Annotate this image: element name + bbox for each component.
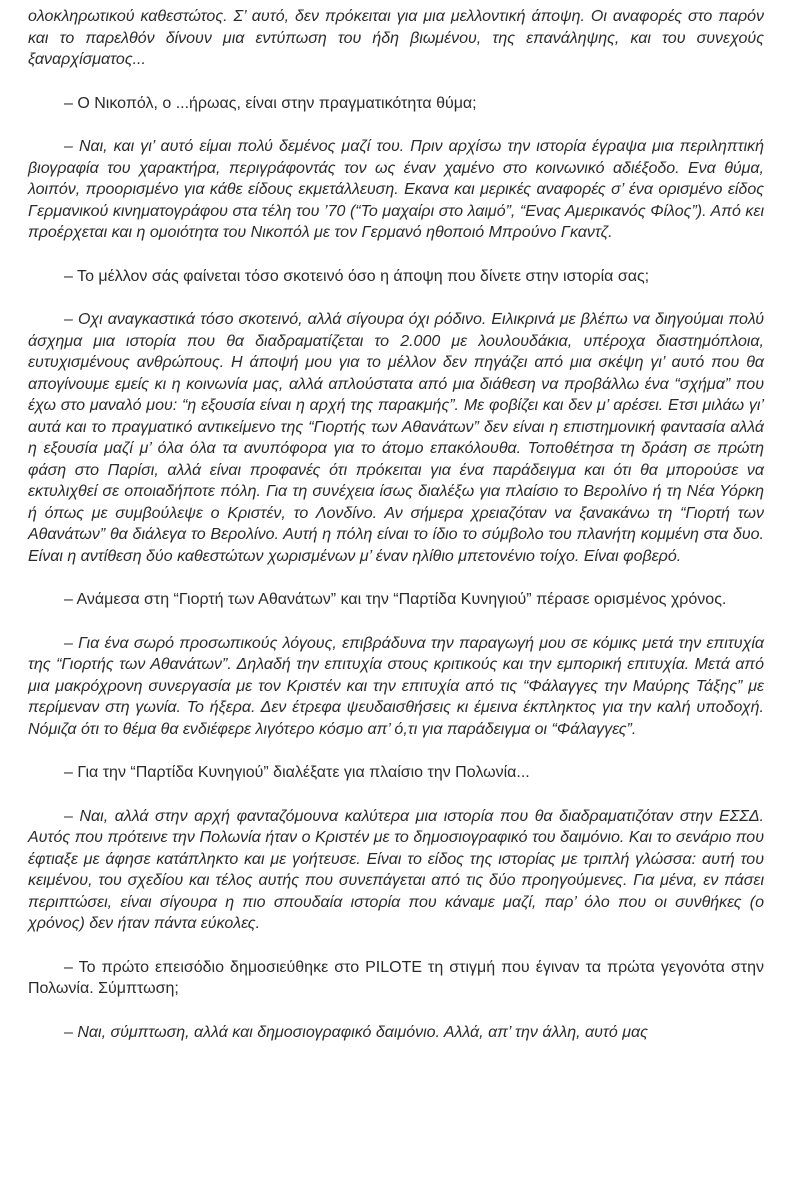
question-paragraph: – Ανάμεσα στη “Γιορτή των Αθανάτων” και την “Παρτίδα Κυνηγιού” πέρασε ορισμένος χρόνος. [64,591,727,608]
answer-paragraph: – Ναι, σύμπτωση, αλλά και δημοσιογραφικό δαιμόνιο. Αλλά, απ’ την άλλη, αυτό μας [64,1023,648,1041]
answer-paragraph: – Για ένα σωρό προσωπικούς λόγους, επιβράδυνα την παραγωγή μου σε κόμικς μετά την επιτυχία της “Γιορτής των Αθανάτων”. Δηλαδή την επιτυχία στους κριτικούς και την εμπορική επιτυχία. Μετά από μια μακρόχρονη συνεργασία με τον Κριστέν και την επιτυχία από τις “Φάλαγγες την Μαύρης Τάξης” με περίμεναν στη γωνία. Το ήξερα. Δεν έτρεφα ψευδαισθήσεις κι έμεινα έκπληκτος για την καλή υποδοχή. Νόμιζα ότι το θέμα θα ενδιέφερε λιγότερο κόσμο απ’ ό,τι για παράδειγμα οι “Φάλαγγες”. [28,634,764,738]
question-paragraph: – Το πρώτο επεισόδιο δημοσιεύθηκε στο PILOTE τη στιγμή που έγιναν τα πρώτα γεγονότα στην Πολωνία. Σύμπτωση; [28,958,764,997]
answer-paragraph: – Ναι, αλλά στην αρχή φανταζόμουνα καλύτερα μια ιστορία που θα διαδραματιζόταν στην ΕΣΣΔ. Αυτός που πρότεινε την Πολωνία ήταν ο Κριστέν με το δημοσιογραφικό του δαιμόνιο. Και το σενάριο που έφτιαξε με άφησε κατάπληκτο και με γοήτευσε. Είναι το είδος της ιστορίας με τριπλή γλώσσα: αυτή του κειμένου, του σχεδίου και τέλος αυτής που συνεπάγεται από τις δύο προηγούμενες. Για μένα, εν πάσει περιπτώσει, είναι σίγουρα η πιο σπουδαία ιστορία που κάναμε μαζί, παρ’ όλο που οι συνθήκες (ο χρόνος) δεν ήταν πάντα εύκολες. [28,807,764,932]
question-paragraph: – Ο Νικοπόλ, ο ...ήρωας, είναι στην πραγματικότητα θύμα; [64,94,477,112]
answer-paragraph: – Οχι αναγκαστικά τόσο σκοτεινό, αλλά σίγουρα όχι ρόδινο. Ειλικρινά με βλέπω να διηγούμαι πολύ άσχημα μια ιστορία που θα διαδραματίζεται το 2.000 με λουλουδάκια, υπέροχα διαστημόπλοια, ευτυχισμένους ανθρώπους. Η άποψή μου για το μέλλον δεν πηγάζει από μια σκέψη γι’ αυτό που θα απογίνουμε εμείς κι η κοινωνία μας, αλλά απλούστατα από μια διάθεση να προβάλλω ένα “σχήμα” που έχω στο μαναλό μου: “η εξουσία είναι η αρχή της παρακμής”. Με φοβίζει και δεν μ’ αρέσει. Ετσι μιλάω γι’ αυτά και το πραγματικό αντικείμενο της “Γιορτής των Αθανάτων” δεν είναι η επιστημονική φαντασία αλλά η εξουσία μαζί μ’ όλα όλα τα ανυπόφορα για το άτομο επακόλουθα. Τοποθέτησα τη δράση σε πρώτη φάση στο Παρίσι, αλλά είναι προφανές ότι πρόκειται για ένα παράδειγμα και ότι θα μπορούσε να εκτυλιχθεί σε οποιαδήποτε πόλη. Για τη συνέχεια ίσως διαλέξω για πλαίσιο το Βερολίνο ή τη Νέα Υόρκη ή όπως με συμβούλεψε ο Κριστέν, το Λονδίνο. Αν σήμερα χρειαζόταν να ξανακάνω τη “Γιορτή των Αθανάτων” θα διάλεγα το Βερολίνο. Αυτή η πόλη είναι το ίδιο το σύμβολο του πλανήτη κομμένη στα δυο. Είναι η αντίθεση δύο καθεστώτων χωρισμένων μ’ έναν ηλίθιο μπετονένιο τοίχο. Είναι φοβερό. [28,311,764,565]
question-paragraph: – Για την “Παρτίδα Κυνηγιού” διαλέξατε για πλαίσιο την Πολωνία... [64,764,530,781]
question-paragraph: – Το μέλλον σάς φαίνεται τόσο σκοτεινό όσο η άποψη που δίνετε στην ιστορία σας; [64,267,650,285]
answer-paragraph: – Ναι, και γι’ αυτό είμαι πολύ δεμένος μαζί του. Πριν αρχίσω την ιστορία έγραψα μια περιληπτική βιογραφία του χαρακτήρα, περιγράφοντάς τον ως έναν χαμένο στο κοινωνικό αδιέξοδο. Ενα θύμα, λοιπόν, προορισμένο για κάθε είδους εκμετάλλευση. Εκανα και μερικές αναφορές σ’ ένα ορισμένο είδος Γερμανικού κινηματογράφου στα τέλη του ’70 (“Το μαχαίρι στο λαιμό”, “Ενας Αμερικανός Φίλος”). Από κει προέρχεται και η ομοιότητα του Νικοπόλ με τον Γερμανό ηθοποιό Μπρούνο Γκαντζ. [28,138,764,241]
interview-page [28,6,764,1065]
answer-paragraph: ολοκληρωτικού καθεστώτος. Σ’ αυτό, δεν πρόκειται για μια μελλοντική άποψη. Οι αναφορές στο παρόν και το παρελθόν δίνουν μια εντύπωση του ήδη βιωμένου, της επανάληψης, και του συνεχούς ξαναρχίσματος... [28,8,764,68]
